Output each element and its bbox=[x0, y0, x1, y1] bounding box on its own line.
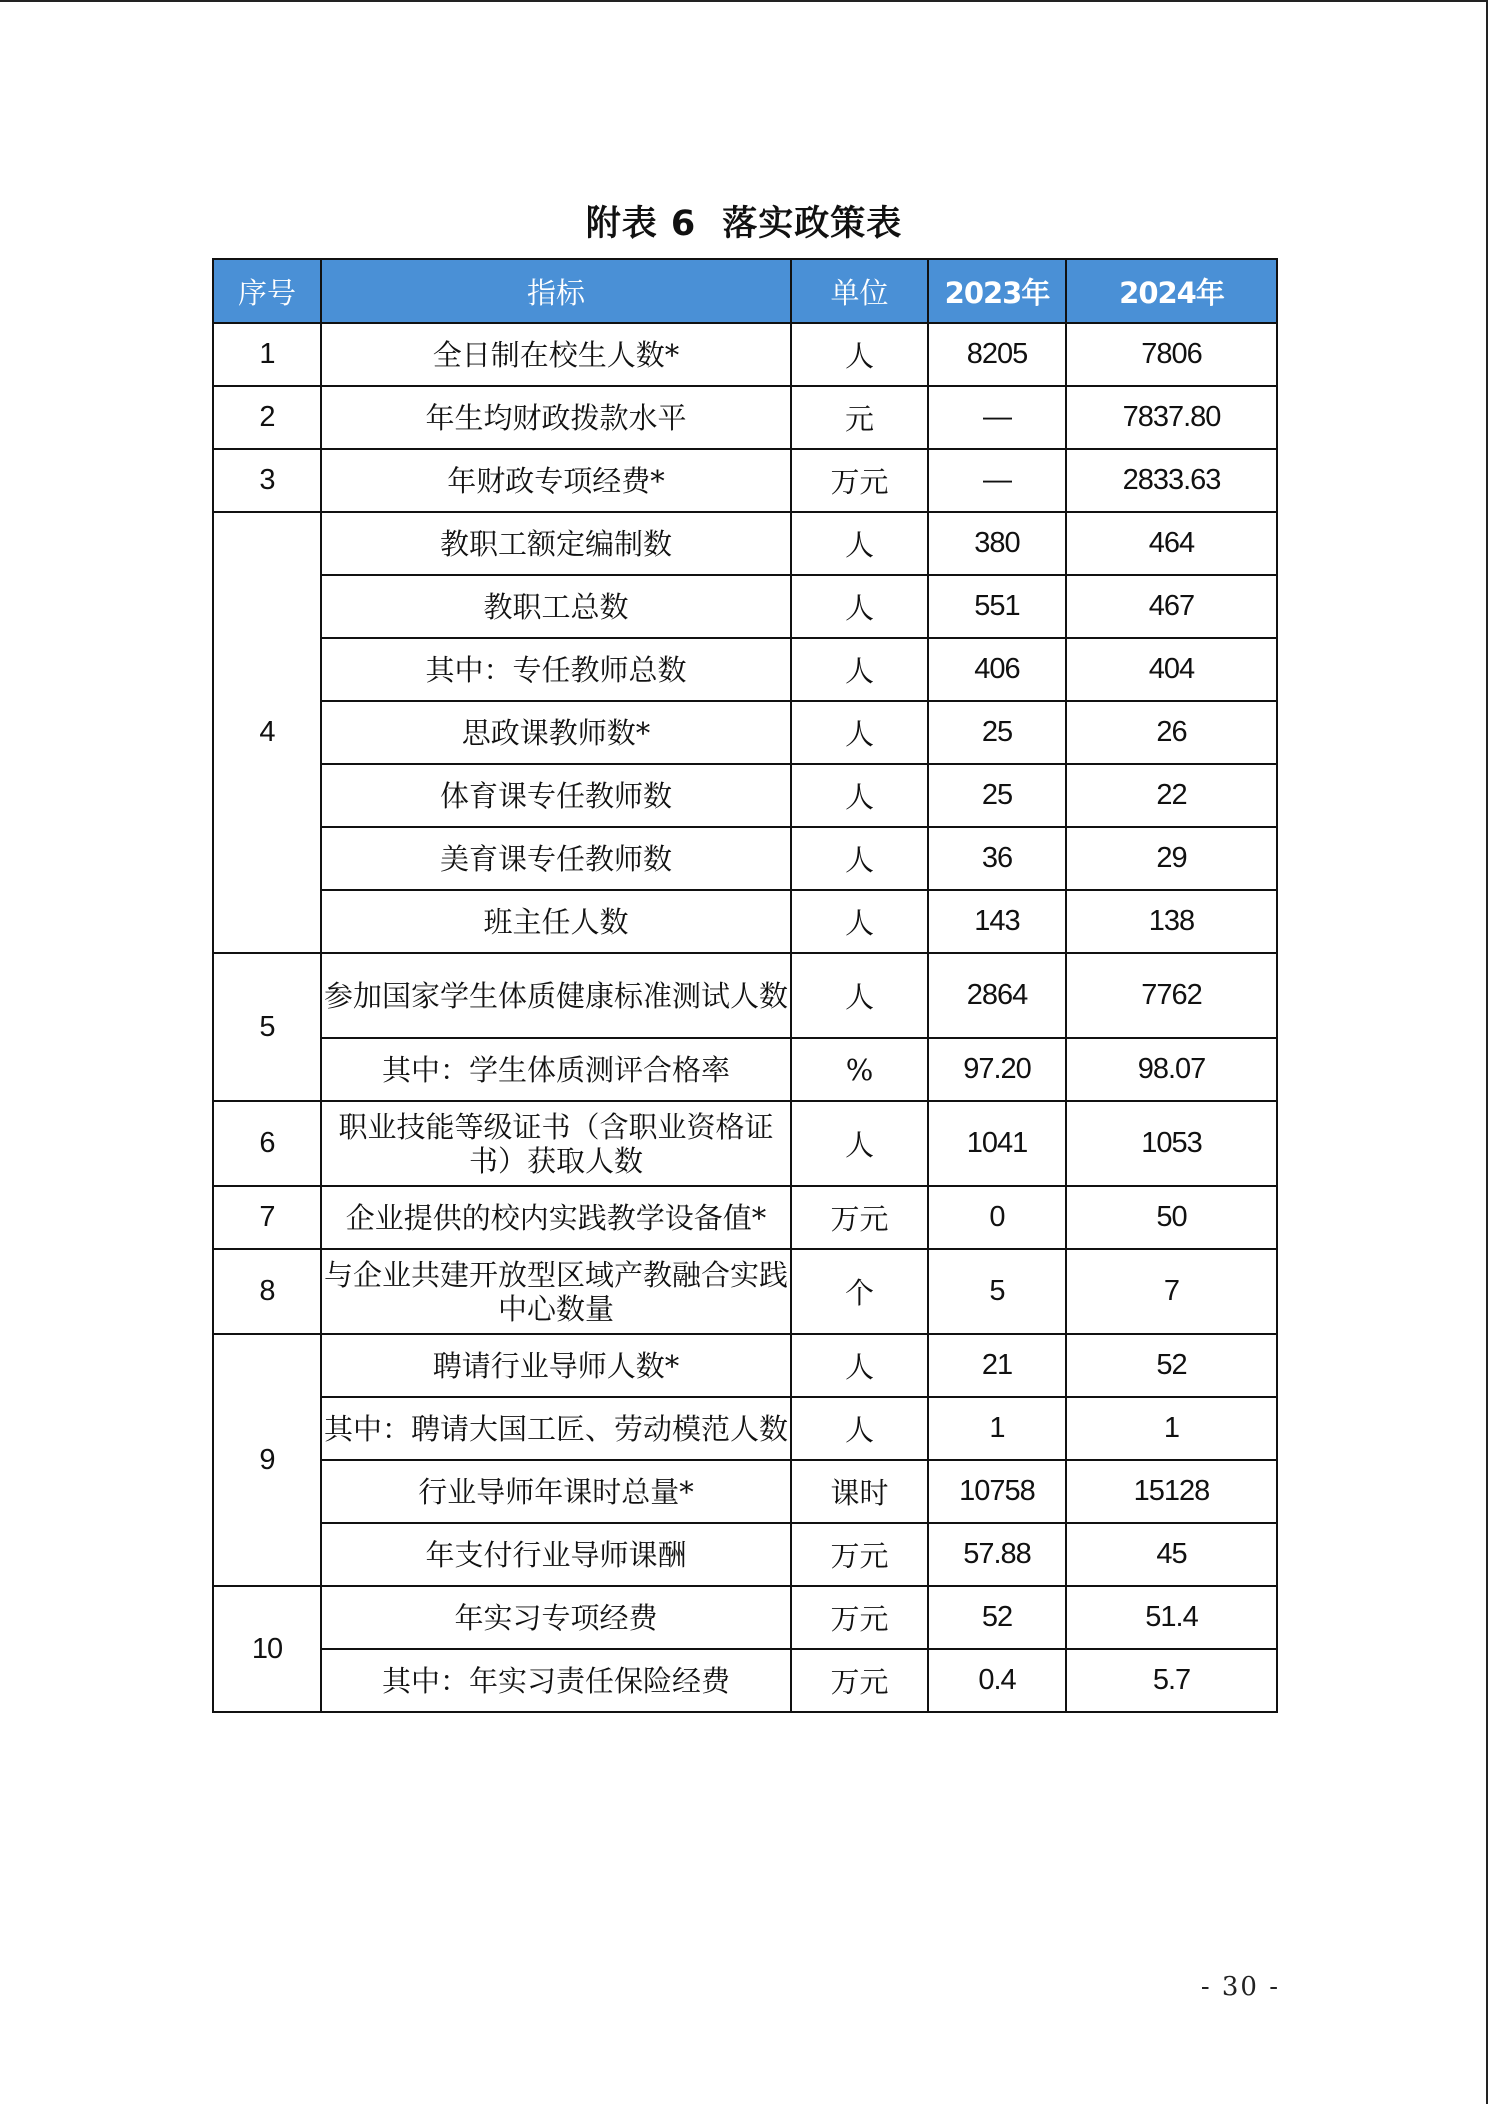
table-row bbox=[213, 1101, 1277, 1186]
indicator-cell: 班主任人数 bbox=[321, 890, 791, 953]
value-2023-cell: — bbox=[928, 449, 1066, 512]
table-row bbox=[213, 953, 1277, 1038]
unit-cell: 人 bbox=[791, 1397, 928, 1460]
indicator-cell: 其中：聘请大国工匠、劳动模范人数 bbox=[321, 1397, 791, 1460]
unit-cell: % bbox=[791, 1038, 928, 1101]
indicator-cell: 职业技能等级证书（含职业资格证书）获取人数 bbox=[321, 1101, 791, 1186]
value-2023-cell: 5 bbox=[928, 1249, 1066, 1334]
value-2024-cell: 51.4 bbox=[1066, 1586, 1277, 1649]
table-row bbox=[213, 764, 1277, 827]
indicator-cell: 其中：学生体质测评合格率 bbox=[321, 1038, 791, 1101]
value-2024-cell: 50 bbox=[1066, 1186, 1277, 1249]
indicator-cell: 行业导师年课时总量* bbox=[321, 1460, 791, 1523]
row-number-cell: 2 bbox=[213, 386, 321, 449]
value-2024-cell: 1053 bbox=[1066, 1101, 1277, 1186]
indicator-cell: 教职工总数 bbox=[321, 575, 791, 638]
indicator-cell: 年财政专项经费* bbox=[321, 449, 791, 512]
indicator-cell: 企业提供的校内实践教学设备值* bbox=[321, 1186, 791, 1249]
table-row bbox=[213, 449, 1277, 512]
row-number-cell: 8 bbox=[213, 1249, 321, 1334]
unit-cell: 万元 bbox=[791, 1523, 928, 1586]
value-2024-cell: 29 bbox=[1066, 827, 1277, 890]
value-2023-cell: 52 bbox=[928, 1586, 1066, 1649]
value-2023-cell: 21 bbox=[928, 1334, 1066, 1397]
header-cell-2023: 2023年 bbox=[928, 259, 1066, 323]
table-row bbox=[213, 701, 1277, 764]
indicator-cell: 年支付行业导师课酬 bbox=[321, 1523, 791, 1586]
title-number: 6 bbox=[670, 204, 697, 244]
header-cell-2024: 2024年 bbox=[1066, 259, 1277, 323]
value-2023-cell: 10758 bbox=[928, 1460, 1066, 1523]
table-row bbox=[213, 1460, 1277, 1523]
value-2023-cell: 57.88 bbox=[928, 1523, 1066, 1586]
value-2024-cell: 138 bbox=[1066, 890, 1277, 953]
value-2024-cell: 5.7 bbox=[1066, 1649, 1277, 1712]
indicator-cell: 美育课专任教师数 bbox=[321, 827, 791, 890]
unit-cell: 个 bbox=[791, 1249, 928, 1334]
value-2023-cell: 2864 bbox=[928, 953, 1066, 1038]
policy-table bbox=[212, 258, 1278, 1713]
unit-cell: 人 bbox=[791, 890, 928, 953]
value-2024-cell: 1 bbox=[1066, 1397, 1277, 1460]
value-2024-cell: 22 bbox=[1066, 764, 1277, 827]
header-cell-unit: 单位 bbox=[791, 259, 928, 323]
table-row bbox=[213, 1186, 1277, 1249]
value-2023-cell: 25 bbox=[928, 764, 1066, 827]
value-2023-cell: 380 bbox=[928, 512, 1066, 575]
row-number-cell: 5 bbox=[213, 953, 321, 1101]
value-2024-cell: 464 bbox=[1066, 512, 1277, 575]
value-2024-cell: 7837.80 bbox=[1066, 386, 1277, 449]
value-2024-cell: 467 bbox=[1066, 575, 1277, 638]
value-2024-cell: 45 bbox=[1066, 1523, 1277, 1586]
indicator-cell: 教职工额定编制数 bbox=[321, 512, 791, 575]
indicator-cell: 体育课专任教师数 bbox=[321, 764, 791, 827]
value-2023-cell: 1 bbox=[928, 1397, 1066, 1460]
value-2024-cell: 7762 bbox=[1066, 953, 1277, 1038]
table-row bbox=[213, 890, 1277, 953]
value-2023-cell: 0 bbox=[928, 1186, 1066, 1249]
value-2023-cell: 1041 bbox=[928, 1101, 1066, 1186]
page-number: - 30 - bbox=[1200, 1972, 1280, 2002]
indicator-cell: 与企业共建开放型区域产教融合实践中心数量 bbox=[321, 1249, 791, 1334]
value-2023-cell: 0.4 bbox=[928, 1649, 1066, 1712]
value-2023-cell: 36 bbox=[928, 827, 1066, 890]
header-cell-indicator: 指标 bbox=[321, 259, 791, 323]
unit-cell: 人 bbox=[791, 764, 928, 827]
unit-cell: 人 bbox=[791, 323, 928, 386]
unit-cell: 人 bbox=[791, 953, 928, 1038]
table-row bbox=[213, 512, 1277, 575]
indicator-cell: 思政课教师数* bbox=[321, 701, 791, 764]
value-2023-cell: 97.20 bbox=[928, 1038, 1066, 1101]
value-2024-cell: 52 bbox=[1066, 1334, 1277, 1397]
unit-cell: 万元 bbox=[791, 1586, 928, 1649]
table-row bbox=[213, 1038, 1277, 1101]
indicator-cell: 聘请行业导师人数* bbox=[321, 1334, 791, 1397]
unit-cell: 人 bbox=[791, 1101, 928, 1186]
table-row bbox=[213, 827, 1277, 890]
row-number-cell: 4 bbox=[213, 512, 321, 953]
value-2024-cell: 26 bbox=[1066, 701, 1277, 764]
table-row bbox=[213, 323, 1277, 386]
value-2023-cell: — bbox=[928, 386, 1066, 449]
value-2023-cell: 143 bbox=[928, 890, 1066, 953]
indicator-cell: 年生均财政拨款水平 bbox=[321, 386, 791, 449]
unit-cell: 万元 bbox=[791, 1186, 928, 1249]
unit-cell: 人 bbox=[791, 638, 928, 701]
unit-cell: 人 bbox=[791, 575, 928, 638]
table-row bbox=[213, 575, 1277, 638]
header-cell-no: 序号 bbox=[213, 259, 321, 323]
indicator-cell: 年实习专项经费 bbox=[321, 1586, 791, 1649]
unit-cell: 万元 bbox=[791, 1649, 928, 1712]
table-row bbox=[213, 1397, 1277, 1460]
page-top-border bbox=[0, 0, 1488, 2]
unit-cell: 人 bbox=[791, 827, 928, 890]
unit-cell: 人 bbox=[791, 512, 928, 575]
unit-cell: 课时 bbox=[791, 1460, 928, 1523]
table-row bbox=[213, 1586, 1277, 1649]
title-text: 落实政策表 bbox=[722, 204, 903, 244]
value-2023-cell: 8205 bbox=[928, 323, 1066, 386]
table-row bbox=[213, 1649, 1277, 1712]
value-2024-cell: 2833.63 bbox=[1066, 449, 1277, 512]
row-number-cell: 7 bbox=[213, 1186, 321, 1249]
row-number-cell: 9 bbox=[213, 1334, 321, 1586]
row-number-cell: 1 bbox=[213, 323, 321, 386]
table-row bbox=[213, 386, 1277, 449]
indicator-cell: 其中：年实习责任保险经费 bbox=[321, 1649, 791, 1712]
row-number-cell: 6 bbox=[213, 1101, 321, 1186]
indicator-cell: 全日制在校生人数* bbox=[321, 323, 791, 386]
value-2023-cell: 25 bbox=[928, 701, 1066, 764]
value-2024-cell: 7 bbox=[1066, 1249, 1277, 1334]
table-body bbox=[213, 323, 1277, 1712]
table-row bbox=[213, 1249, 1277, 1334]
title-prefix: 附表 bbox=[585, 204, 658, 244]
indicator-cell: 参加国家学生体质健康标准测试人数 bbox=[321, 953, 791, 1038]
table-row bbox=[213, 638, 1277, 701]
unit-cell: 人 bbox=[791, 1334, 928, 1397]
value-2024-cell: 98.07 bbox=[1066, 1038, 1277, 1101]
value-2023-cell: 406 bbox=[928, 638, 1066, 701]
unit-cell: 元 bbox=[791, 386, 928, 449]
table-row bbox=[213, 1523, 1277, 1586]
value-2024-cell: 7806 bbox=[1066, 323, 1277, 386]
value-2023-cell: 551 bbox=[928, 575, 1066, 638]
table-row bbox=[213, 1334, 1277, 1397]
row-number-cell: 10 bbox=[213, 1586, 321, 1712]
unit-cell: 万元 bbox=[791, 449, 928, 512]
value-2024-cell: 15128 bbox=[1066, 1460, 1277, 1523]
table-header-row bbox=[213, 259, 1277, 323]
row-number-cell: 3 bbox=[213, 449, 321, 512]
unit-cell: 人 bbox=[791, 701, 928, 764]
value-2024-cell: 404 bbox=[1066, 638, 1277, 701]
page-title bbox=[0, 196, 1488, 246]
indicator-cell: 其中：专任教师总数 bbox=[321, 638, 791, 701]
